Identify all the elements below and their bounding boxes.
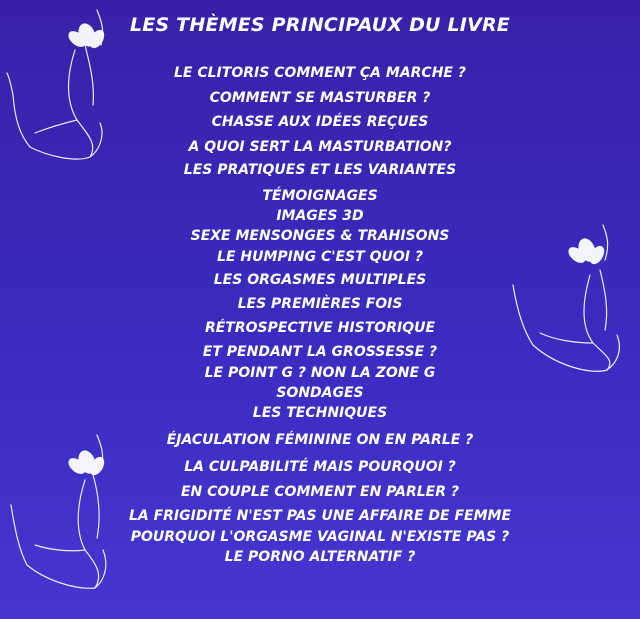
- theme-item: ET PENDANT LA GROSSESSE ?: [202, 344, 438, 360]
- figure-flower-icon: [505, 215, 630, 380]
- theme-item: LES PRATIQUES ET LES VARIANTES: [183, 162, 457, 178]
- theme-item: ÉJACULATION FÉMININE ON EN PARLE ?: [166, 432, 474, 448]
- theme-item: SONDAGES: [276, 385, 364, 401]
- theme-item: LE HUMPING C'EST QUOI ?: [217, 249, 423, 265]
- theme-item: LE CLITORIS COMMENT ÇA MARCHE ?: [174, 65, 466, 81]
- theme-item: LES TECHNIQUES: [252, 405, 388, 421]
- page-title: LES THÈMES PRINCIPAUX DU LIVRE: [130, 14, 510, 36]
- theme-item: RÉTROSPECTIVE HISTORIQUE: [204, 320, 436, 336]
- theme-item: COMMENT SE MASTURBER ?: [209, 90, 431, 106]
- theme-item: LE POINT G ? NON LA ZONE G: [204, 365, 436, 381]
- theme-item: LES PREMIÈRES FOIS: [237, 296, 403, 312]
- figure-flower-icon: [5, 5, 125, 170]
- theme-item: EN COUPLE COMMENT EN PARLER ?: [180, 484, 460, 500]
- theme-item: A QUOI SERT LA MASTURBATION?: [188, 139, 452, 155]
- theme-item: TÉMOIGNAGES: [262, 188, 378, 204]
- theme-item: LE PORNO ALTERNATIF ?: [224, 549, 416, 565]
- theme-item: CHASSE AUX IDÉES REÇUES: [211, 114, 429, 130]
- theme-item: SEXE MENSONGES & TRAHISONS: [190, 228, 450, 244]
- theme-item: LA CULPABILITÉ MAIS POURQUOI ?: [184, 459, 456, 475]
- figure-flower-icon: [5, 430, 125, 595]
- theme-item: LES ORGASMES MULTIPLES: [213, 272, 427, 288]
- theme-item: LA FRIGIDITÉ N'EST PAS UNE AFFAIRE DE FEMME: [128, 508, 512, 524]
- theme-item: POURQUOI L'ORGASME VAGINAL N'EXISTE PAS ?: [130, 529, 510, 545]
- theme-item: IMAGES 3D: [276, 208, 364, 224]
